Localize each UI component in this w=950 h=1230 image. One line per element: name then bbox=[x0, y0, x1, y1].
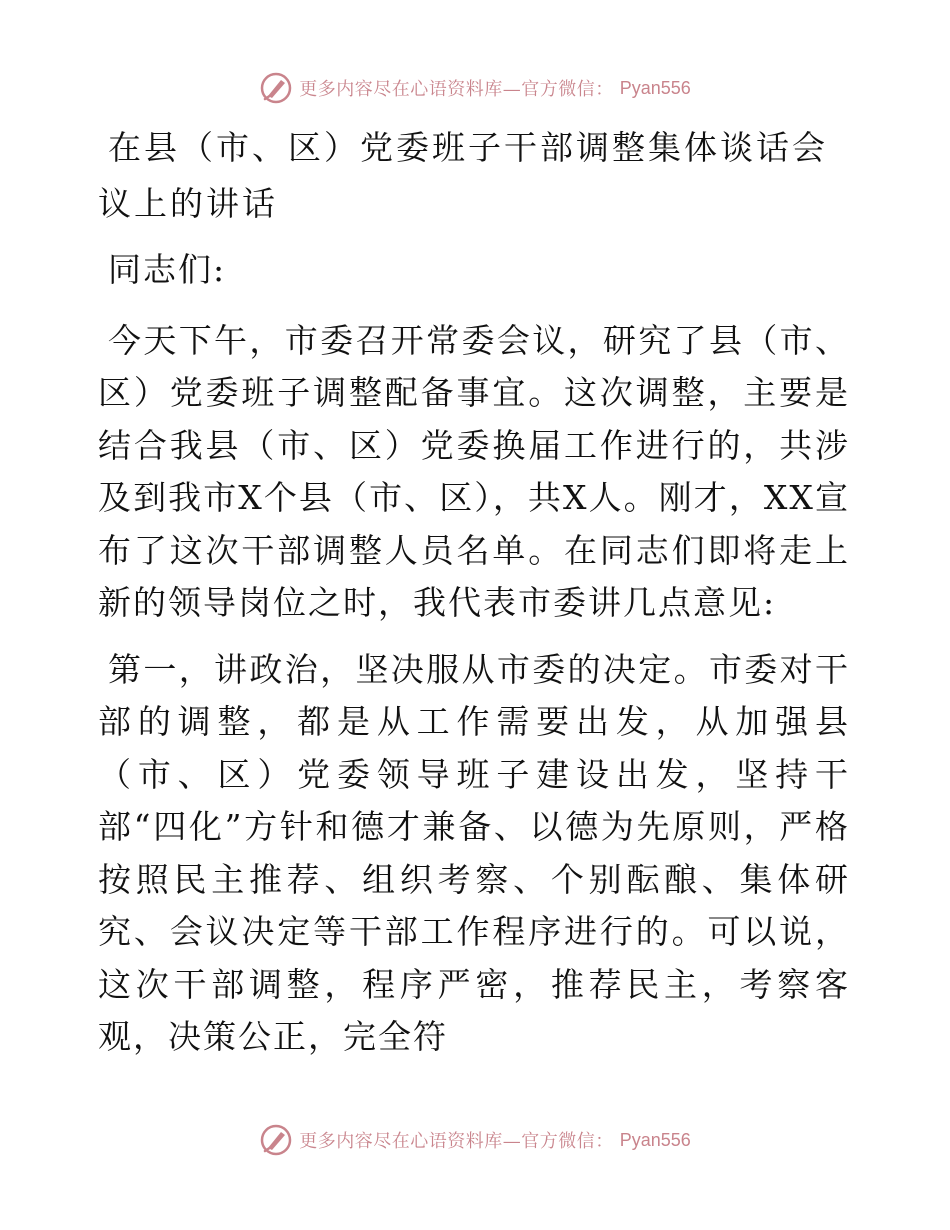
header-watermark bbox=[0, 68, 950, 108]
footer-watermark bbox=[0, 1120, 950, 1160]
watermark-text: 更多内容尽在心语资料库—官方微信： bbox=[299, 1131, 614, 1152]
quill-pen-logo-icon bbox=[259, 71, 293, 105]
paragraph-1: 今天下午，市委召开常委会议，研究了县（市、区）党委班子调整配备事宜。这次调整，主要是结合我县（市、区）党委换届工作进行的，共涉及到我市X个县（市、区），共X人。刚才，XX宣布了这次干部调整人员名单。在同志们即将走上新的领导岗位之时，我代表市委讲几点意见: bbox=[98, 320, 850, 622]
watermark-text: 更多内容尽在心语资料库—官方微信： bbox=[299, 79, 614, 100]
paragraph-2: 第一，讲政治，坚决服从市委的决定。市委对干部的调整，都是从工作需要出发，从加强县（市、区）党委领导班子建设出发，坚持干部“四化”方针和德才兼备、以德为先原则，严格按照民主推荐、组织考察、个别酝酿、集体研究、会议决定等干部工作程序进行的。可以说，这次干部调整，程序严密，推荐民主，考察客观，决策公正，完全符 bbox=[98, 649, 850, 1056]
watermark-wechat-id: Pyan556 bbox=[619, 77, 691, 98]
watermark-wechat-id: Pyan556 bbox=[619, 1129, 691, 1150]
document-title: 在县（市、区）党委班子干部调整集体谈话会议上的讲话 bbox=[98, 128, 828, 223]
quill-pen-logo-icon bbox=[259, 1123, 293, 1157]
salutation: 同志们: bbox=[108, 250, 227, 289]
document-body bbox=[98, 120, 850, 1078]
